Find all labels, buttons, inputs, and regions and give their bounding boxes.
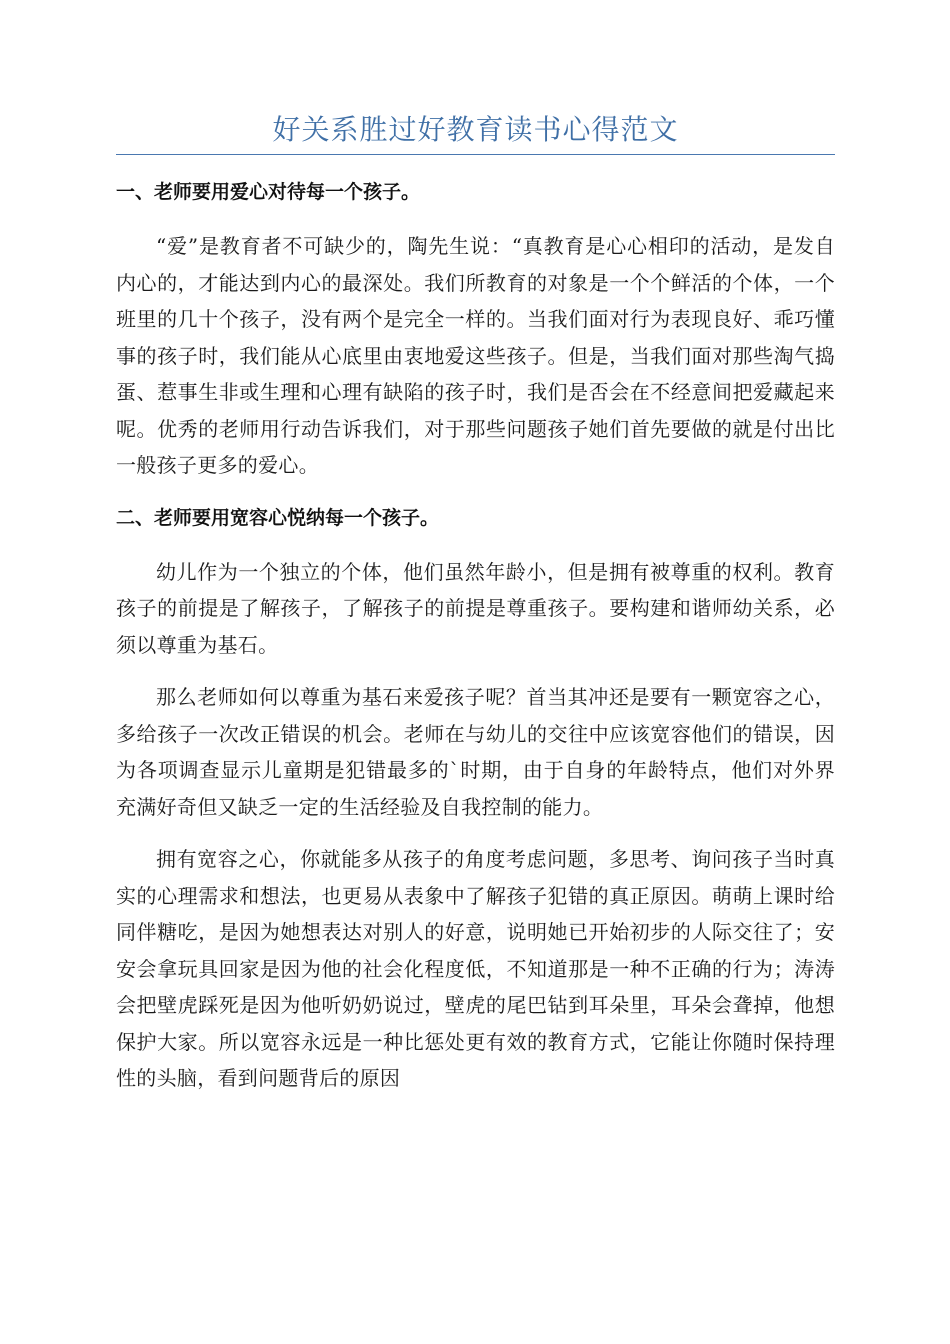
document-title: 好关系胜过好教育读书心得范文 <box>272 113 679 146</box>
section-2 <box>116 500 835 1097</box>
section-heading: 一、老师要用爱心对待每一个孩子。 <box>116 181 421 203</box>
paragraph: “爱”是教育者不可缺少的，陶先生说：“真教育是心心相印的活动，是发自内心的，才能达到内心的最深处。我们所教育的对象是一个个鲜活的个体，一个班里的几十个孩子，没有两个是完全一样的。当我们面对行为表现良好、乖巧懂事的孩子时，我们能从心底里由衷地爱这些孩子。但是，当我们面对那些淘气捣蛋、惹事生非或生理和心理有缺陷的孩子时，我们是否会在不经意间把爱藏起来呢。优秀的老师用行动告诉我们，对于那些问题孩子她们首先要做的就是付出比一般孩子更多的爱心。 <box>116 234 835 477</box>
paragraph: 拥有宽容之心，你就能多从孩子的角度考虑问题，多思考、询问孩子当时真实的心理需求和想法，也更易从表象中了解孩子犯错的真正原因。萌萌上课时给同伴糖吃，是因为她想表达对别人的好意，说明她已开始初步的人际交往了；安安会拿玩具回家是因为他的社会化程度低，不知道那是一种不正确的行为；涛涛会把壁虎踩死是因为他听奶奶说过，壁虎的尾巴钻到耳朵里，耳朵会聋掉，他想保护大家。所以宽容永远是一种比惩处更有效的教育方式，它能让你随时保持理性的头脑，看到问题背后的原因 <box>116 847 835 1090</box>
document-body <box>116 174 835 1097</box>
paragraph: 幼儿作为一个独立的个体，他们虽然年龄小，但是拥有被尊重的权利。教育孩子的前提是了解孩子，了解孩子的前提是尊重孩子。要构建和谐师幼关系，必须以尊重为基石。 <box>116 559 835 657</box>
title-underline <box>116 154 835 155</box>
section-heading: 二、老师要用宽容心悦纳每一个孩子。 <box>116 506 440 529</box>
paragraph: 那么老师如何以尊重为基石来爱孩子呢？首当其冲还是要有一颗宽容之心，多给孩子一次改正错误的机会。老师在与幼儿的交往中应该宽容他们的错误，因为各项调查显示儿童期是犯错最多的`时期，由于自身的年龄特点，他们对外界充满好奇但又缺乏一定的生活经验及自我控制的能力。 <box>116 685 835 819</box>
section-1 <box>116 174 835 484</box>
